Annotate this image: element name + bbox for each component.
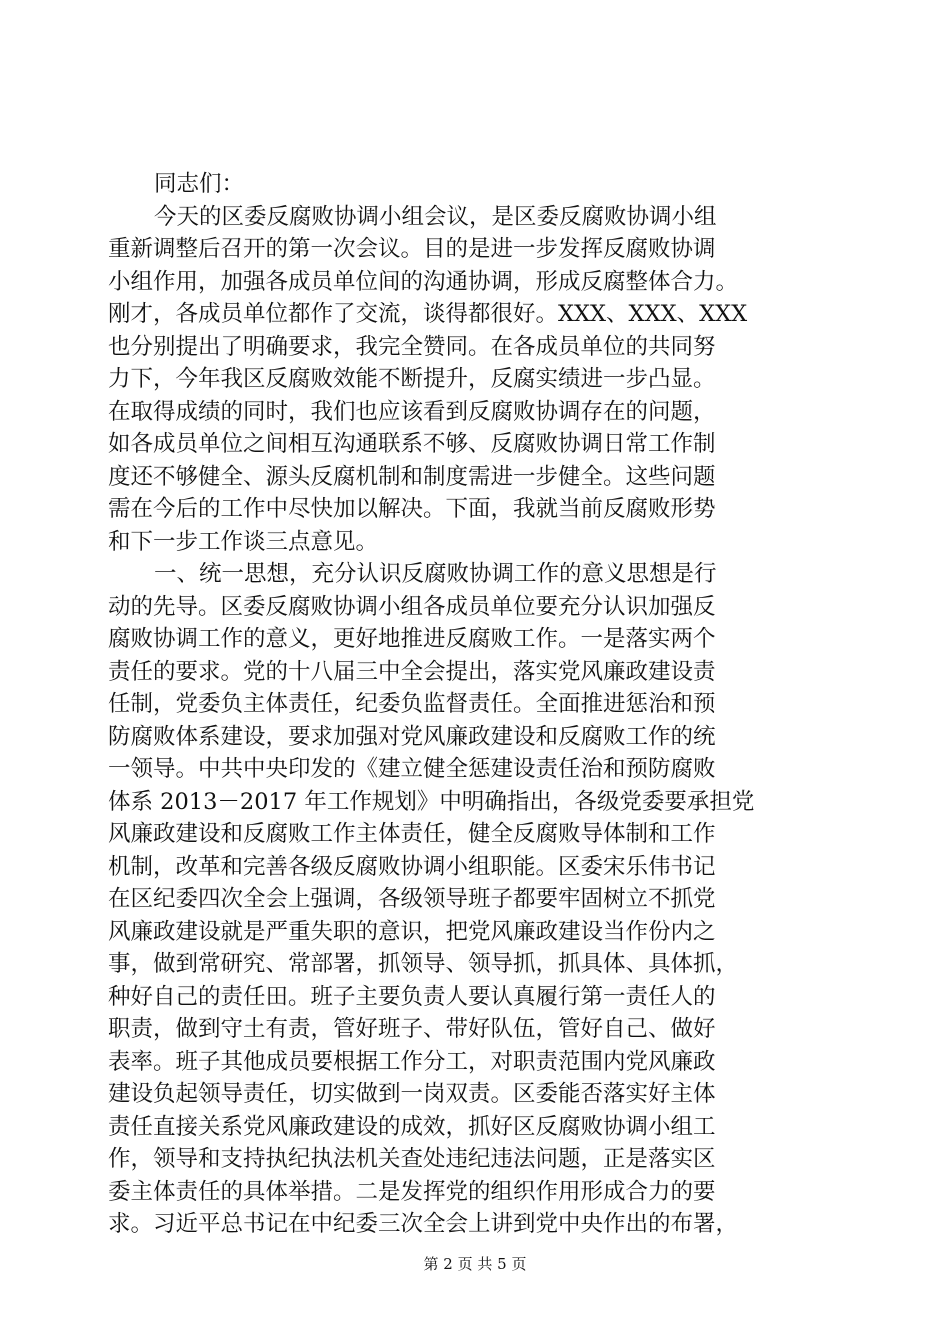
- text-line: 事，做到常研究、常部署，抓领导、领导抓，抓具体、具体抓，: [108, 951, 739, 977]
- salutation-line: 同志们：: [154, 171, 245, 197]
- text-line: 任制，党委负主体责任，纪委负监督责任。全面推进惩治和预: [108, 691, 716, 717]
- page-number-label: 第 2 页 共 5 页: [423, 1255, 527, 1273]
- text-line: 机制，改革和完善各级反腐败协调小组职能。区委宋乐伟书记: [108, 853, 716, 880]
- text-line: 在取得成绩的同时，我们也应该看到反腐败协调存在的问题，: [108, 398, 716, 425]
- text-line: 需在今后的工作中尽快加以解决。下面，我就当前反腐败形势: [108, 496, 716, 522]
- text-line: 腐败协调工作的意义，更好地推进反腐败工作。一是落实两个: [108, 626, 716, 652]
- text-line: 种好自己的责任田。班子主要负责人要认真履行第一责任人的: [108, 983, 716, 1010]
- text-line: 也分别提出了明确要求，我完全赞同。在各成员单位的共同努: [108, 333, 716, 360]
- text-line: 委主体责任的具体举措。二是发挥党的组织作用形成合力的要: [108, 1178, 716, 1205]
- text-line: 风廉政建设和反腐败工作主体责任，健全反腐败导体制和工作: [108, 821, 716, 847]
- text-line: 建设负起领导责任，切实做到一岗双责。区委能否落实好主体: [108, 1081, 716, 1107]
- text-line: 作，领导和支持执纪执法机关查处违纪违法问题，正是落实区: [108, 1146, 716, 1172]
- text-line: 和下一步工作谈三点意见。: [108, 528, 379, 555]
- text-line: 表率。班子其他成员要根据工作分工，对职责范围内党风廉政: [108, 1048, 716, 1075]
- text-line: 体系 2013－2017 年工作规划》中明确指出，各级党委要承担党: [108, 788, 755, 815]
- section-heading-line: 一、统一思想，充分认识反腐败协调工作的意义思想是行: [154, 561, 717, 587]
- text-line: 力下，今年我区反腐败效能不断提升，反腐实绩进一步凸显。: [108, 366, 716, 392]
- text-line: 今天的区委反腐败协调小组会议，是区委反腐败协调小组: [154, 203, 717, 230]
- text-line: 风廉政建设就是严重失职的意识，把党风廉政建设当作份内之: [108, 918, 716, 945]
- text-line: 在区纪委四次全会上强调，各级领导班子都要牢固树立不抓党: [108, 886, 716, 912]
- text-line: 责任直接关系党风廉政建设的成效，抓好区反腐败协调小组工: [108, 1113, 716, 1140]
- text-line: 职责，做到守土有责，管好班子、带好队伍，管好自己、做好: [108, 1016, 716, 1042]
- text-line: 小组作用，加强各成员单位间的沟通协调，形成反腐整体合力。: [108, 268, 739, 295]
- text-line: 动的先导。区委反腐败协调小组各成员单位要充分认识加强反: [108, 593, 716, 620]
- document-body: [108, 168, 848, 1241]
- text-line: 刚才，各成员单位都作了交流，谈得都很好。XXX、XXX、XXX: [108, 301, 748, 327]
- page-footer: [0, 1254, 950, 1274]
- text-line: 防腐败体系建设，要求加强对党风廉政建设和反腐败工作的统: [108, 723, 716, 750]
- text-line: 度还不够健全、源头反腐机制和制度需进一步健全。这些问题: [108, 463, 716, 490]
- text-line: 如各成员单位之间相互沟通联系不够、反腐败协调日常工作制: [108, 431, 716, 457]
- text-line: 责任的要求。党的十八届三中全会提出，落实党风廉政建设责: [108, 658, 716, 685]
- text-line: 重新调整后召开的第一次会议。目的是进一步发挥反腐败协调: [108, 236, 716, 262]
- text-line: 求。习近平总书记在中纪委三次全会上讲到党中央作出的布署，: [108, 1211, 739, 1237]
- text-line: 一领导。中共中央印发的《建立健全惩建设责任治和预防腐败: [108, 756, 716, 782]
